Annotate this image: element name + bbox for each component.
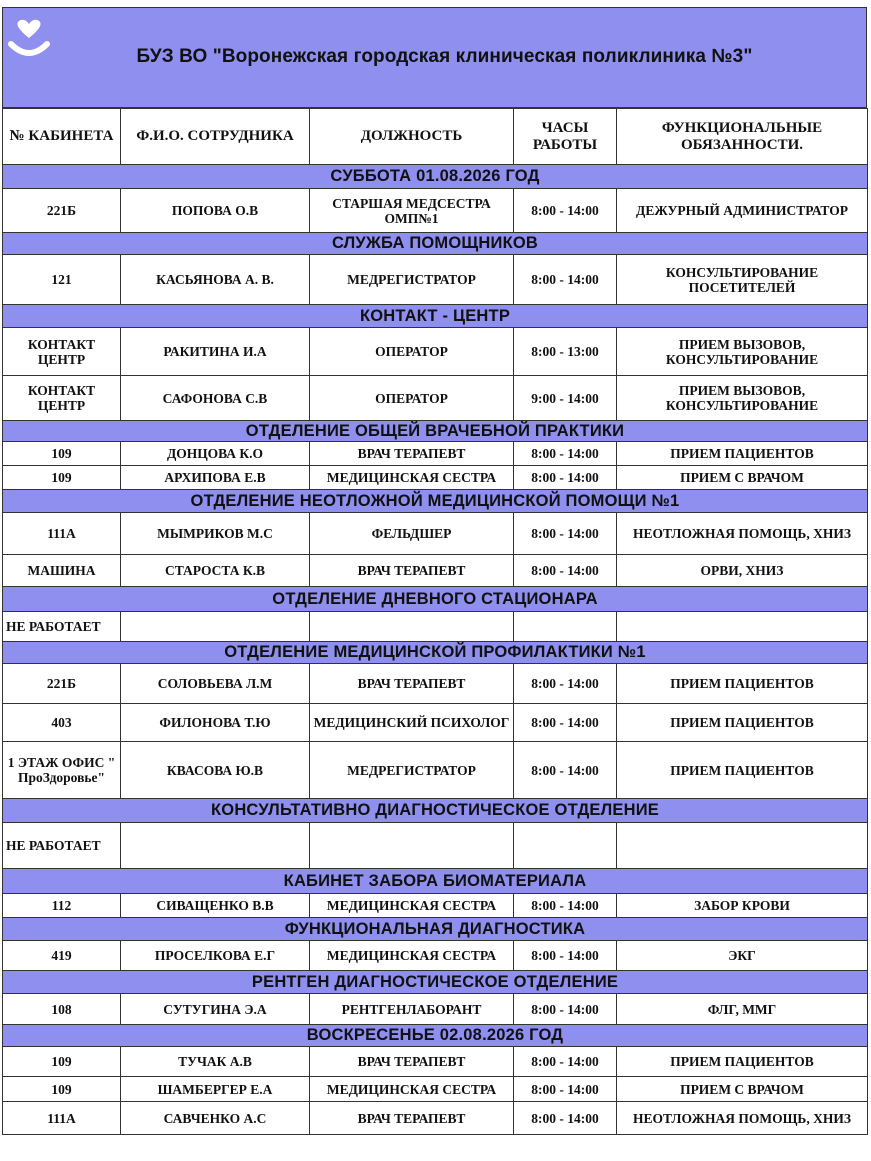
section-header-row bbox=[3, 971, 868, 994]
table-row bbox=[3, 513, 868, 555]
column-header-name: Ф.И.О. СОТРУДНИКА bbox=[121, 109, 310, 165]
section-header-row bbox=[3, 642, 868, 664]
cell-position: СТАРШАЯ МЕДСЕСТРА ОМП№1 bbox=[310, 189, 514, 233]
cell-hours: 8:00 - 14:00 bbox=[514, 466, 617, 490]
cell-position: МЕДИЦИНСКАЯ СЕСТРА bbox=[310, 941, 514, 971]
table-row bbox=[3, 704, 868, 742]
cell-name: АРХИПОВА Е.В bbox=[121, 466, 310, 490]
cell-name: СОЛОВЬЕВА Л.М bbox=[121, 664, 310, 704]
cell-room: 108 bbox=[3, 994, 121, 1025]
cell-name bbox=[121, 823, 310, 869]
table-row bbox=[3, 823, 868, 869]
cell-duties: ПРИЕМ ПАЦИЕНТОВ bbox=[617, 442, 868, 466]
cell-room: НЕ РАБОТАЕТ bbox=[3, 823, 121, 869]
cell-name: СИВАЩЕНКО В.В bbox=[121, 894, 310, 918]
table-row bbox=[3, 466, 868, 490]
section-title: СУББОТА 01.08.2026 ГОД bbox=[3, 165, 868, 189]
cell-hours: 8:00 - 14:00 bbox=[514, 941, 617, 971]
section-title: ОТДЕЛЕНИЕ МЕДИЦИНСКОЙ ПРОФИЛАКТИКИ №1 bbox=[3, 642, 868, 664]
cell-room: НЕ РАБОТАЕТ bbox=[3, 612, 121, 642]
section-title: ОТДЕЛЕНИЕ НЕОТЛОЖНОЙ МЕДИЦИНСКОЙ ПОМОЩИ №1 bbox=[3, 490, 868, 513]
column-header-row bbox=[3, 109, 868, 165]
section-title: ВОСКРЕСЕНЬЕ 02.08.2026 ГОД bbox=[3, 1025, 868, 1047]
cell-name: СУТУГИНА Э.А bbox=[121, 994, 310, 1025]
cell-duties: ПРИЕМ ПАЦИЕНТОВ bbox=[617, 1047, 868, 1077]
cell-hours: 8:00 - 14:00 bbox=[514, 704, 617, 742]
cell-name bbox=[121, 612, 310, 642]
cell-hours: 8:00 - 14:00 bbox=[514, 994, 617, 1025]
cell-position: ВРАЧ ТЕРАПЕВТ bbox=[310, 442, 514, 466]
cell-duties: ЗАБОР КРОВИ bbox=[617, 894, 868, 918]
header-banner bbox=[2, 7, 867, 108]
cell-name: ФИЛОНОВА Т.Ю bbox=[121, 704, 310, 742]
cell-hours: 8:00 - 14:00 bbox=[514, 1102, 617, 1135]
section-title: СЛУЖБА ПОМОЩНИКОВ bbox=[3, 233, 868, 255]
cell-hours: 8:00 - 14:00 bbox=[514, 555, 617, 587]
section-header-row bbox=[3, 490, 868, 513]
cell-duties: ПРИЕМ С ВРАЧОМ bbox=[617, 1077, 868, 1102]
cell-position: МЕДИЦИНСКАЯ СЕСТРА bbox=[310, 894, 514, 918]
cell-position bbox=[310, 612, 514, 642]
cell-room: 221Б bbox=[3, 189, 121, 233]
cell-position: ВРАЧ ТЕРАПЕВТ bbox=[310, 1047, 514, 1077]
table-row bbox=[3, 328, 868, 376]
column-header-hours: ЧАСЫ РАБОТЫ bbox=[514, 109, 617, 165]
cell-room: 111А bbox=[3, 1102, 121, 1135]
table-row bbox=[3, 941, 868, 971]
cell-duties: НЕОТЛОЖНАЯ ПОМОЩЬ, ХНИЗ bbox=[617, 1102, 868, 1135]
cell-name: САФОНОВА С.В bbox=[121, 376, 310, 421]
cell-room: 1 ЭТАЖ ОФИС " ПроЗдоровье" bbox=[3, 742, 121, 799]
table-row bbox=[3, 994, 868, 1025]
cell-room: КОНТАКТ ЦЕНТР bbox=[3, 376, 121, 421]
cell-duties: ПРИЕМ ПАЦИЕНТОВ bbox=[617, 742, 868, 799]
cell-name: КВАСОВА Ю.В bbox=[121, 742, 310, 799]
section-title: КОНСУЛЬТАТИВНО ДИАГНОСТИЧЕСКОЕ ОТДЕЛЕНИЕ bbox=[3, 799, 868, 823]
cell-hours: 8:00 - 14:00 bbox=[514, 255, 617, 305]
cell-room: 109 bbox=[3, 466, 121, 490]
table-row bbox=[3, 1047, 868, 1077]
section-title: ФУНКЦИОНАЛЬНАЯ ДИАГНОСТИКА bbox=[3, 918, 868, 941]
cell-position: РЕНТГЕНЛАБОРАНТ bbox=[310, 994, 514, 1025]
table-row bbox=[3, 742, 868, 799]
cell-hours: 8:00 - 14:00 bbox=[514, 894, 617, 918]
cell-name: ПРОСЕЛКОВА Е.Г bbox=[121, 941, 310, 971]
cell-position: ВРАЧ ТЕРАПЕВТ bbox=[310, 555, 514, 587]
section-header-row bbox=[3, 918, 868, 941]
cell-duties bbox=[617, 612, 868, 642]
section-title: ОТДЕЛЕНИЕ ОБЩЕЙ ВРАЧЕБНОЙ ПРАКТИКИ bbox=[3, 421, 868, 442]
schedule-page bbox=[2, 7, 867, 1135]
cell-hours: 8:00 - 14:00 bbox=[514, 742, 617, 799]
cell-position: ОПЕРАТОР bbox=[310, 328, 514, 376]
table-row bbox=[3, 1102, 868, 1135]
cell-duties: ПРИЕМ ВЫЗОВОВ, КОНСУЛЬТИРОВАНИЕ bbox=[617, 376, 868, 421]
cell-room: 221Б bbox=[3, 664, 121, 704]
cell-room: КОНТАКТ ЦЕНТР bbox=[3, 328, 121, 376]
cell-hours bbox=[514, 823, 617, 869]
cell-position: МЕДРЕГИСТРАТОР bbox=[310, 255, 514, 305]
cell-position: ВРАЧ ТЕРАПЕВТ bbox=[310, 1102, 514, 1135]
cell-hours: 8:00 - 14:00 bbox=[514, 664, 617, 704]
schedule-table bbox=[2, 108, 868, 1135]
table-row bbox=[3, 1077, 868, 1102]
cell-position: МЕДИЦИНСКАЯ СЕСТРА bbox=[310, 466, 514, 490]
section-title: РЕНТГЕН ДИАГНОСТИЧЕСКОЕ ОТДЕЛЕНИЕ bbox=[3, 971, 868, 994]
cell-room: МАШИНА bbox=[3, 555, 121, 587]
cell-room: 112 bbox=[3, 894, 121, 918]
section-header-row bbox=[3, 233, 868, 255]
cell-room: 403 bbox=[3, 704, 121, 742]
table-row bbox=[3, 894, 868, 918]
cell-room: 109 bbox=[3, 1077, 121, 1102]
cell-duties bbox=[617, 823, 868, 869]
cell-name: САВЧЕНКО А.С bbox=[121, 1102, 310, 1135]
cell-name: МЫМРИКОВ М.С bbox=[121, 513, 310, 555]
cell-room: 419 bbox=[3, 941, 121, 971]
column-header-room: № КАБИНЕТА bbox=[3, 109, 121, 165]
cell-hours: 8:00 - 14:00 bbox=[514, 1077, 617, 1102]
cell-duties: НЕОТЛОЖНАЯ ПОМОЩЬ, ХНИЗ bbox=[617, 513, 868, 555]
cell-hours: 8:00 - 14:00 bbox=[514, 1047, 617, 1077]
cell-duties: ПРИЕМ ВЫЗОВОВ, КОНСУЛЬТИРОВАНИЕ bbox=[617, 328, 868, 376]
cell-duties: КОНСУЛЬТИРОВАНИЕ ПОСЕТИТЕЛЕЙ bbox=[617, 255, 868, 305]
cell-name: ПОПОВА О.В bbox=[121, 189, 310, 233]
cell-room: 121 bbox=[3, 255, 121, 305]
table-row bbox=[3, 189, 868, 233]
cell-hours: 8:00 - 13:00 bbox=[514, 328, 617, 376]
cell-hours: 8:00 - 14:00 bbox=[514, 513, 617, 555]
cell-hours: 8:00 - 14:00 bbox=[514, 442, 617, 466]
cell-name: СТАРОСТА К.В bbox=[121, 555, 310, 587]
cell-name: КАСЬЯНОВА А. В. bbox=[121, 255, 310, 305]
table-row bbox=[3, 555, 868, 587]
section-title: ОТДЕЛЕНИЕ ДНЕВНОГО СТАЦИОНАРА bbox=[3, 587, 868, 612]
section-title: КАБИНЕТ ЗАБОРА БИОМАТЕРИАЛА bbox=[3, 869, 868, 894]
section-title: КОНТАКТ - ЦЕНТР bbox=[3, 305, 868, 328]
section-header-row bbox=[3, 165, 868, 189]
cell-room: 111А bbox=[3, 513, 121, 555]
cell-position: МЕДИЦИНСКИЙ ПСИХОЛОГ bbox=[310, 704, 514, 742]
cell-position: ФЕЛЬДШЕР bbox=[310, 513, 514, 555]
cell-duties: ПРИЕМ С ВРАЧОМ bbox=[617, 466, 868, 490]
cell-duties: ПРИЕМ ПАЦИЕНТОВ bbox=[617, 664, 868, 704]
cell-duties: ФЛГ, ММГ bbox=[617, 994, 868, 1025]
section-header-row bbox=[3, 869, 868, 894]
cell-name: РАКИТИНА И.А bbox=[121, 328, 310, 376]
cell-duties: ДЕЖУРНЫЙ АДМИНИСТРАТОР bbox=[617, 189, 868, 233]
cell-hours: 8:00 - 14:00 bbox=[514, 189, 617, 233]
cell-room: 109 bbox=[3, 1047, 121, 1077]
section-header-row bbox=[3, 1025, 868, 1047]
cell-duties: ЭКГ bbox=[617, 941, 868, 971]
column-header-duties: ФУНКЦИОНАЛЬНЫЕ ОБЯЗАННОСТИ. bbox=[617, 109, 868, 165]
table-row bbox=[3, 255, 868, 305]
cell-position: ВРАЧ ТЕРАПЕВТ bbox=[310, 664, 514, 704]
cell-name: ТУЧАК А.В bbox=[121, 1047, 310, 1077]
cell-room: 109 bbox=[3, 442, 121, 466]
cell-name: ШАМБЕРГЕР Е.А bbox=[121, 1077, 310, 1102]
table-row bbox=[3, 612, 868, 642]
cell-position: МЕДИЦИНСКАЯ СЕСТРА bbox=[310, 1077, 514, 1102]
section-header-row bbox=[3, 799, 868, 823]
cell-duties: ПРИЕМ ПАЦИЕНТОВ bbox=[617, 704, 868, 742]
cell-position bbox=[310, 823, 514, 869]
cell-position: МЕДРЕГИСТРАТОР bbox=[310, 742, 514, 799]
cell-hours bbox=[514, 612, 617, 642]
section-header-row bbox=[3, 305, 868, 328]
table-row bbox=[3, 376, 868, 421]
column-header-position: ДОЛЖНОСТЬ bbox=[310, 109, 514, 165]
table-row bbox=[3, 664, 868, 704]
page-title: БУЗ ВО "Воронежская городская клиническая поликлиника №3" bbox=[136, 46, 753, 67]
cell-name: ДОНЦОВА К.О bbox=[121, 442, 310, 466]
cell-hours: 9:00 - 14:00 bbox=[514, 376, 617, 421]
section-header-row bbox=[3, 587, 868, 612]
cell-duties: ОРВИ, ХНИЗ bbox=[617, 555, 868, 587]
cell-position: ОПЕРАТОР bbox=[310, 376, 514, 421]
table-row bbox=[3, 442, 868, 466]
section-header-row bbox=[3, 421, 868, 442]
